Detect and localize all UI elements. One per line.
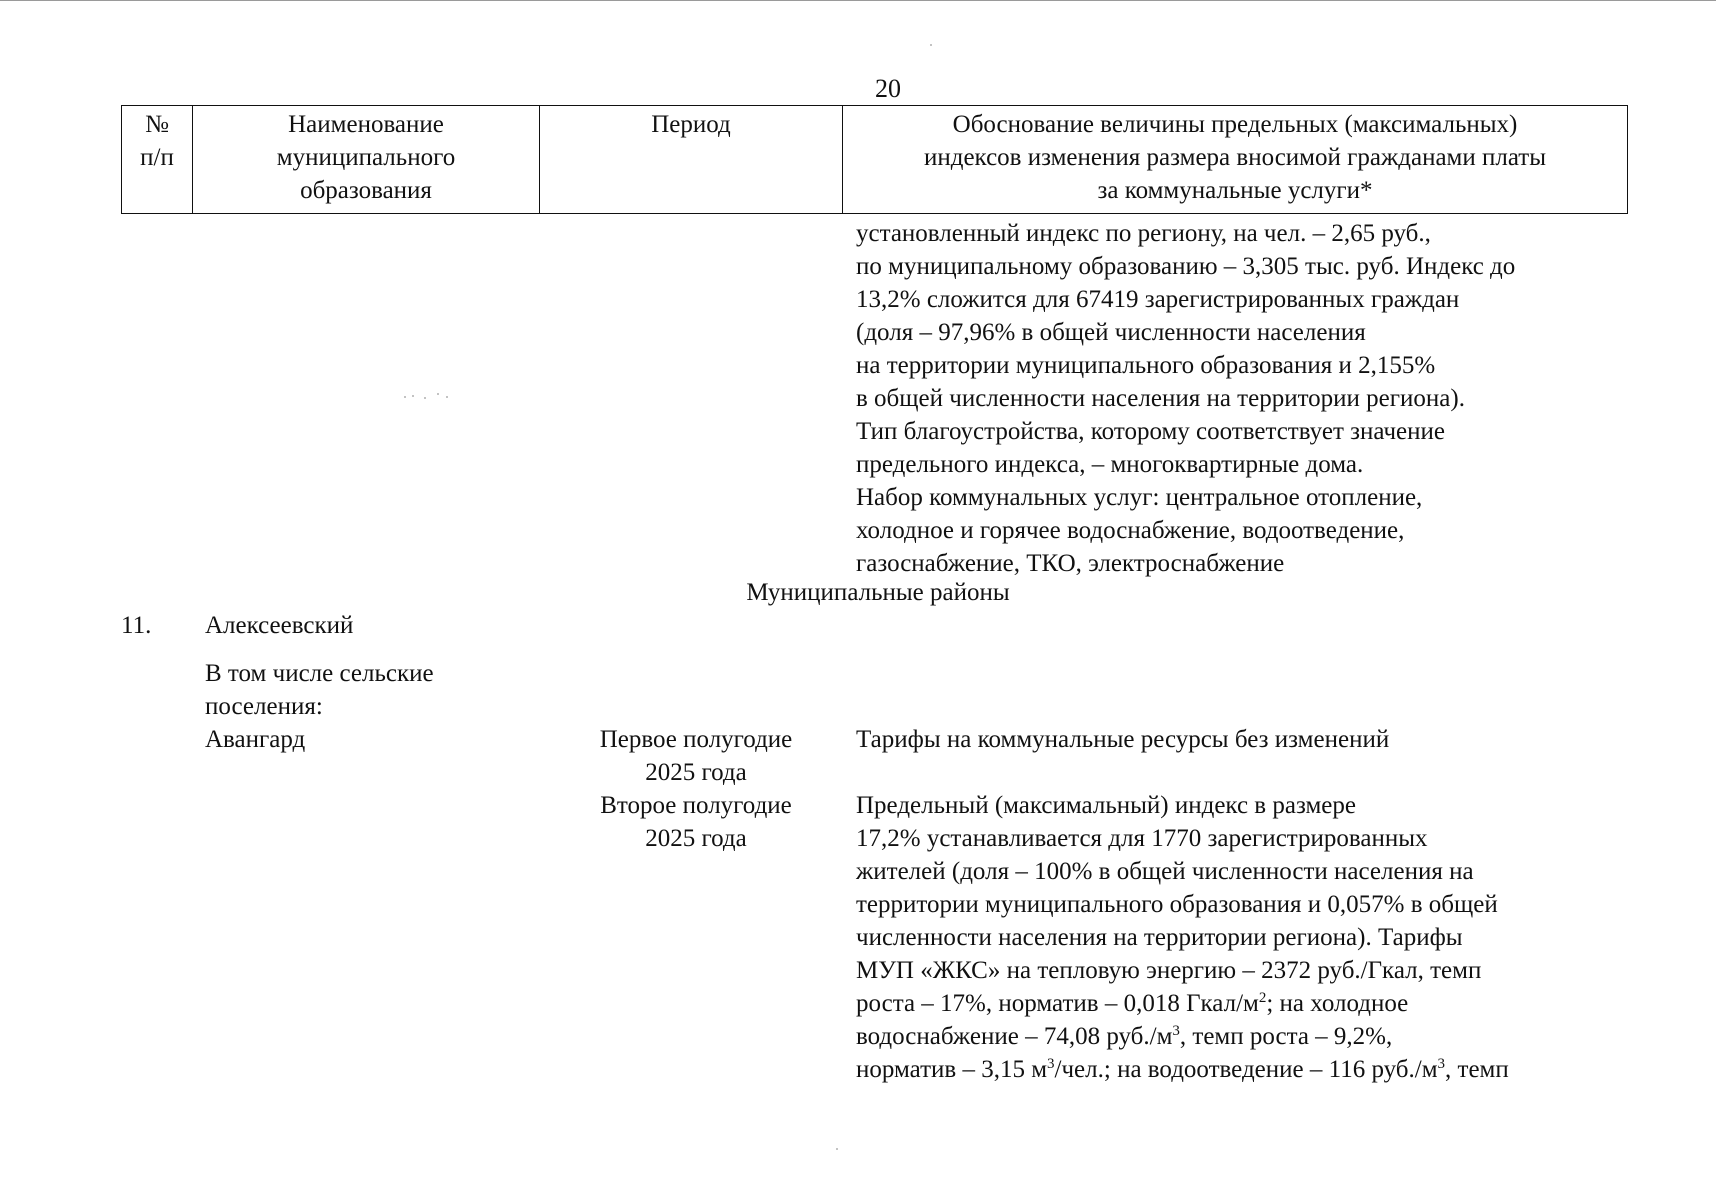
header-name-line: Наименование <box>288 111 444 138</box>
text-line <box>856 1053 1615 1086</box>
period-line: Второе полугодие <box>600 792 792 819</box>
header-period <box>540 106 843 214</box>
text-line: 17,2% устанавливается для 1770 зарегистрированных <box>856 825 1428 852</box>
text-line: 13,2% сложится для 67419 зарегистрированных граждан <box>856 286 1460 313</box>
text-line: МУП «ЖКС» на тепловую энергию – 2372 руб./Гкал, темп <box>856 957 1482 984</box>
text-line: Предельный (максимальный) индекс в размере <box>856 792 1356 819</box>
table-header <box>121 105 1628 214</box>
text-line: в общей численности населения на территории региона). <box>856 385 1465 412</box>
header-number-line: № <box>145 111 169 138</box>
period-line: Первое полугодие <box>599 726 793 753</box>
entry-number: 11. <box>121 612 152 639</box>
text-line: Набор коммунальных услуг: центральное отопление, <box>856 484 1423 511</box>
justification-text: Тарифы на коммунальные ресурсы без изменений <box>856 726 1390 753</box>
text-line <box>856 987 1615 1020</box>
period-line: 2025 года <box>645 759 747 786</box>
text-line: газоснабжение, ТКО, электроснабжение <box>856 550 1285 577</box>
text-line: численности населения на территории региона). Тарифы <box>856 924 1463 951</box>
superscript: 3 <box>1437 1056 1446 1072</box>
header-justification-line: за коммунальные услуги* <box>1097 177 1373 204</box>
superscript: 3 <box>1047 1056 1055 1072</box>
text-line: установленный индекс по региону, на чел. – 2,65 руб., <box>856 220 1431 247</box>
header-name <box>193 106 540 214</box>
section-title: Муниципальные районы <box>746 579 1010 606</box>
text-line: холодное и горячее водоснабжение, водоотведение, <box>856 517 1405 544</box>
header-period-line: Период <box>651 111 731 138</box>
superscript: 2 <box>1258 990 1267 1006</box>
text-line: на территории муниципального образования и 2,155% <box>856 352 1436 379</box>
superscript: 3 <box>1172 1023 1180 1039</box>
scan-speck <box>404 396 406 398</box>
header-number-line: п/п <box>140 144 174 171</box>
text-segment: , темп <box>1445 1056 1509 1083</box>
scan-speck <box>424 397 426 399</box>
text-line: Тип благоустройства, которому соответствует значение <box>856 418 1446 445</box>
scan-speck <box>836 1148 838 1150</box>
text-segment: /чел.; на водоотведение – 116 руб./м <box>1054 1056 1438 1083</box>
text-segment: , темп роста – 9,2%, <box>1179 1023 1393 1050</box>
header-justification-line: индексов изменения размера вносимой гражданами платы <box>923 144 1547 171</box>
text-line: по муниципальному образованию – 3,305 тыс. руб. Индекс до <box>856 253 1516 280</box>
period-line: 2025 года <box>645 825 747 852</box>
page-number: 20 <box>875 74 901 103</box>
scan-speck <box>446 396 448 398</box>
entry-name: Алексеевский <box>205 612 354 639</box>
sub-label-line: поселения: <box>205 693 323 720</box>
scan-speck <box>437 393 439 395</box>
header-justification-line: Обоснование величины предельных (максимальных) <box>952 111 1518 138</box>
scan-speck <box>412 395 414 397</box>
scan-speck <box>930 44 932 46</box>
text-line: территории муниципального образования и 0,057% в общей <box>856 891 1498 918</box>
text-segment: водоснабжение – 74,08 руб./м <box>856 1023 1173 1050</box>
header-name-line: муниципального <box>276 144 456 171</box>
header-justification <box>843 106 1628 214</box>
sub-label-line: В том числе сельские <box>205 660 434 687</box>
text-line <box>856 1020 1615 1053</box>
text-line: (доля – 97,96% в общей численности населения <box>856 319 1366 346</box>
text-segment: роста – 17%, норматив – 0,018 Гкал/м <box>856 990 1259 1017</box>
header-name-line: образования <box>300 177 432 204</box>
text-line: жителей (доля – 100% в общей численности населения на <box>856 858 1474 885</box>
settlement-name: Авангард <box>205 726 306 753</box>
text-segment: ; на холодное <box>1266 990 1409 1017</box>
text-segment: норматив – 3,15 м <box>856 1056 1048 1083</box>
text-line: предельного индекса, – многоквартирные дома. <box>856 451 1364 478</box>
header-number <box>122 106 193 214</box>
